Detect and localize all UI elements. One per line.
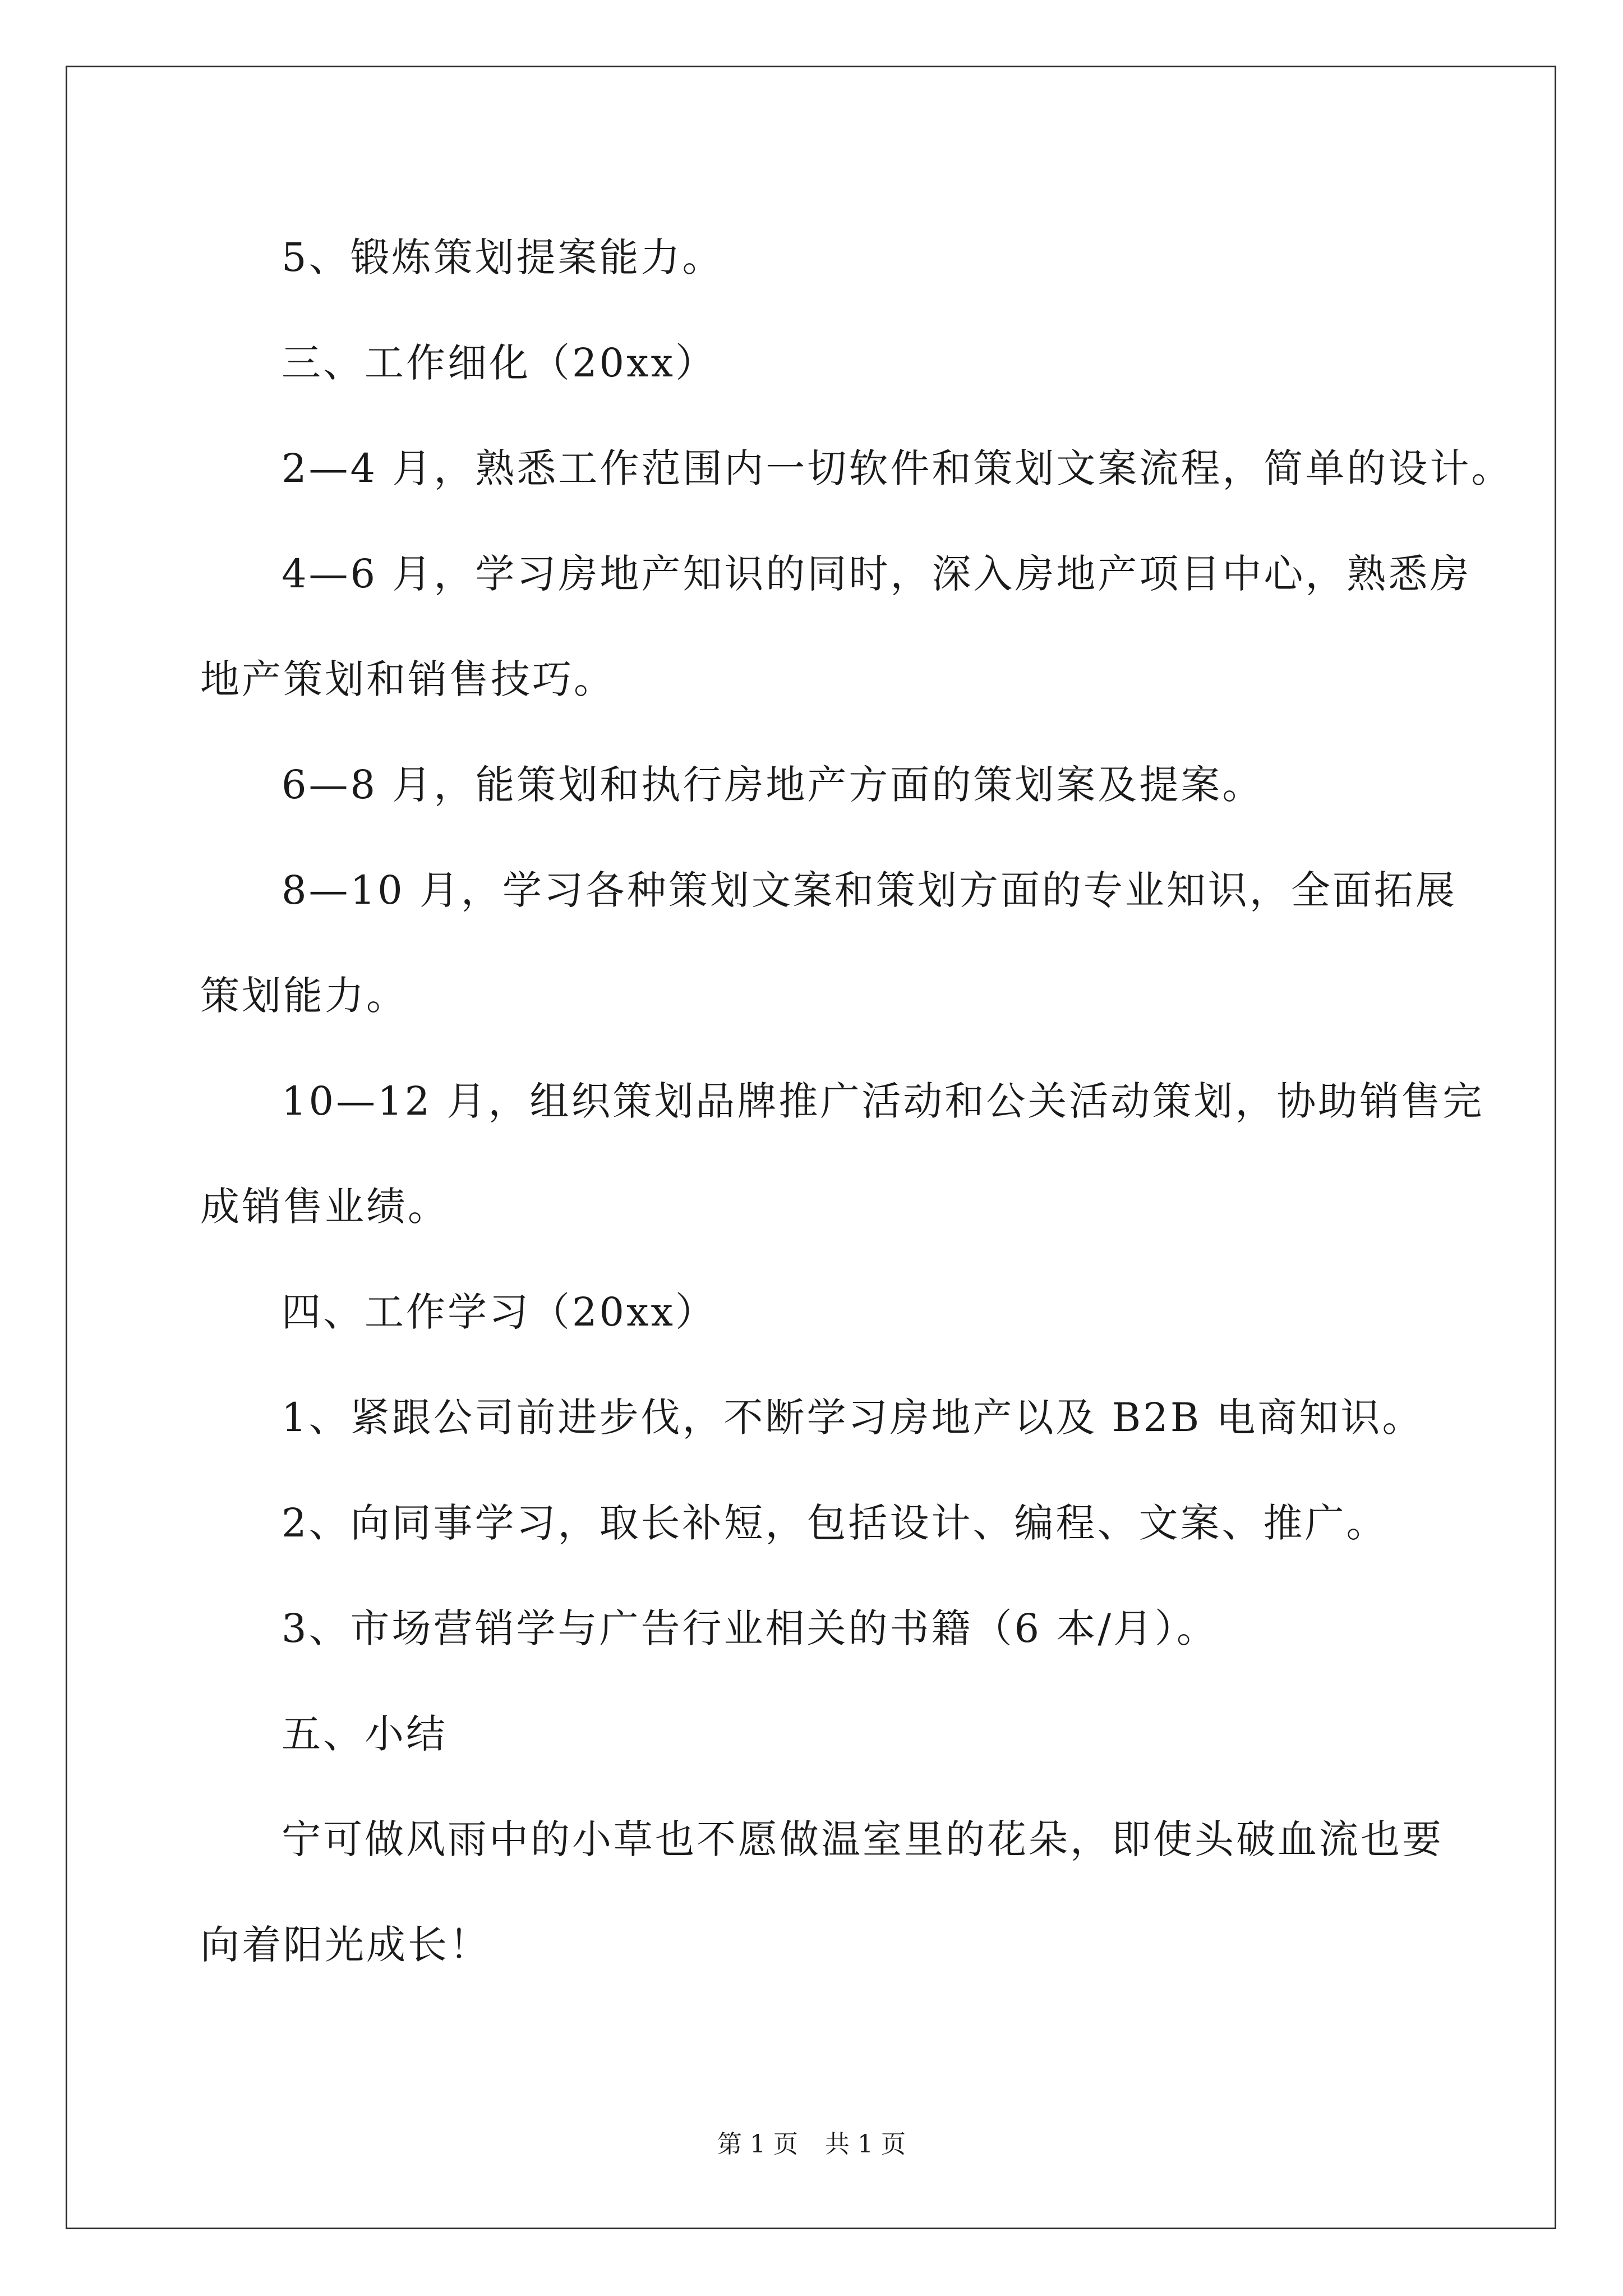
paragraph-line: 策划能力。 <box>200 973 408 1019</box>
paragraph-line: 地产策划和销售技巧。 <box>200 656 615 702</box>
paragraph-line: 4—6 月，学习房地产知识的同时，深入房地产项目中心，熟悉房 <box>282 551 1472 597</box>
paragraph-line: 5、锻炼策划提案能力。 <box>282 234 724 280</box>
paragraph-line: 宁可做风雨中的小草也不愿做温室里的花朵，即使头破血流也要 <box>282 1816 1444 1862</box>
paragraph-line: 2、向同事学习，取长补短，包括设计、编程、文案、推广。 <box>282 1500 1388 1546</box>
page-number: 第 1 页 <box>717 2130 798 2159</box>
paragraph-line: 1、紧跟公司前进步伐，不断学习房地产以及 B2B 电商知识。 <box>282 1395 1424 1441</box>
paragraph-line: 8—10 月，学习各种策划文案和策划方面的专业知识，全面拓展 <box>282 867 1457 913</box>
paragraph-line: 10—12 月，组织策划品牌推广活动和公关活动策划，协助销售完 <box>282 1078 1484 1124</box>
section-heading: 三、工作细化（20xx） <box>282 340 717 386</box>
paragraph-line: 6—8 月，能策划和执行房地产方面的策划案及提案。 <box>282 762 1264 808</box>
paragraph-line: 3、市场营销学与广告行业相关的书籍（6 本/月）。 <box>282 1605 1218 1651</box>
page-total: 共 1 页 <box>825 2130 906 2159</box>
section-heading: 四、工作学习（20xx） <box>282 1289 717 1335</box>
paragraph-line: 2—4 月，熟悉工作范围内一切软件和策划文案流程，简单的设计。 <box>282 445 1513 491</box>
section-heading: 五、小结 <box>282 1711 448 1757</box>
paragraph-line: 向着阳光成长！ <box>200 1922 491 1968</box>
document-body <box>200 205 1513 1998</box>
paragraph-line: 成销售业绩。 <box>200 1184 449 1230</box>
page-footer <box>0 2128 1623 2161</box>
